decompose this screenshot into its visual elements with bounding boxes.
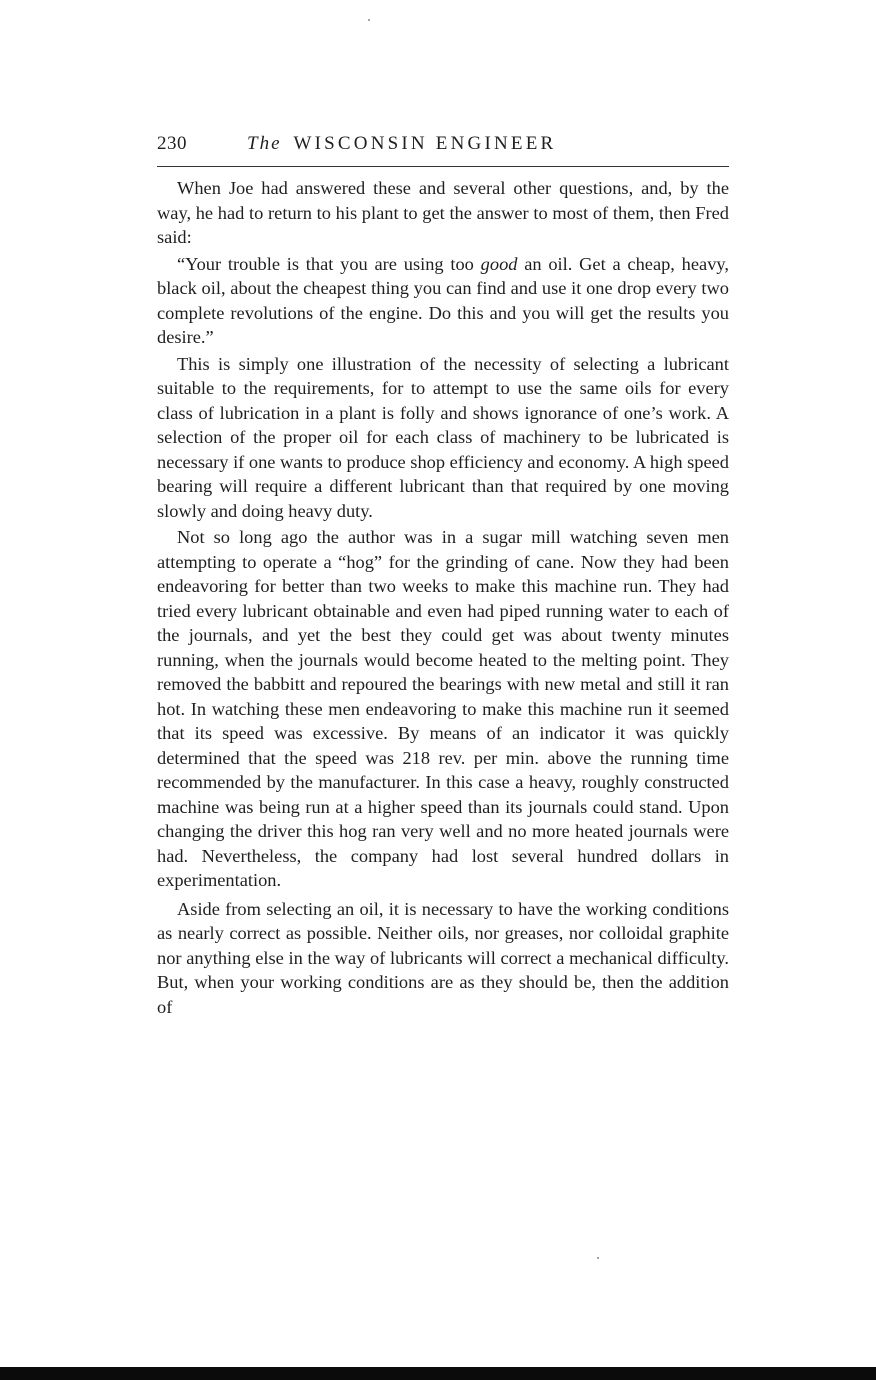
scan-speck <box>368 19 370 21</box>
scan-speck <box>597 1257 599 1259</box>
running-header <box>157 133 729 161</box>
paragraph-2 <box>157 252 729 350</box>
paragraph-3 <box>157 352 729 524</box>
paragraph-text: “Your trouble is that you are using too <box>177 253 481 274</box>
journal-title-prefix: The <box>247 133 282 154</box>
article-body <box>157 176 729 1021</box>
journal-title-name: WISCONSIN ENGINEER <box>293 133 557 154</box>
page-number: 230 <box>157 133 187 154</box>
journal-title <box>247 133 556 155</box>
paragraph-4 <box>157 525 729 893</box>
paragraph-1 <box>157 176 729 250</box>
paragraph-text: When Joe had answered these and several other questions, and, by the way, he had to return to his plant to get the answer to most of them, then Fred said: <box>157 178 729 247</box>
header-rule <box>157 166 729 167</box>
paragraph-text: Not so long ago the author was in a sugar mill watching seven men attempting to operate a “hog” for the grinding of cane. Now they had been endeavoring for better than two weeks to make this machine run. They had tried every lubricant obtainable and even had piped running water to each of the journals, and yet the best they could get was about twenty minutes running, when the journals would become heated to the melting point. They removed the babbitt and repoured the bearings with new metal and still it ran hot. In watching these men endeavoring to make this machine run it seemed that its speed was excessive. By means of an indicator it was quickly determined that the speed was 218 rev. per min. above the running time recommended by the manufacturer. In this case a heavy, roughly constructed machine was being run at a higher speed than its journals could stand. Upon changing the driver this hog ran very well and no more heated journals were had. Nevertheless, the company had lost several hundred dollars in experimentation. <box>157 527 729 890</box>
emphasis-good: good <box>480 253 518 274</box>
paragraph-text: Aside from selecting an oil, it is necessary to have the working conditions as nearly correct as possible. Neither oils, nor greases, nor colloidal graphite nor anything else in the way of lubricants will correct a mechanical difficulty. But, when your working conditions are as they should be, then the addition of <box>157 898 729 1017</box>
paragraph-text: an oil. Get a cheap, heavy, black oil, about the cheapest thing you can find and use it one drop every two complete revolutions of the engine. Do this and you will get the results you desire.” <box>157 253 729 347</box>
paragraph-5 <box>157 897 729 1020</box>
scan-bottom-edge <box>0 1367 876 1380</box>
paragraph-text: This is simply one illustration of the necessity of selecting a lubricant suitable to the requirements, for to attempt to use the same oils for every class of lubrication in a plant is folly and shows ignorance of one’s work. A selection of the proper oil for each class of machinery to be lubricated is necessary if one wants to produce shop efficiency and economy. A high speed bearing will require a different lubricant than that required by one moving slowly and doing heavy duty. <box>157 353 729 521</box>
